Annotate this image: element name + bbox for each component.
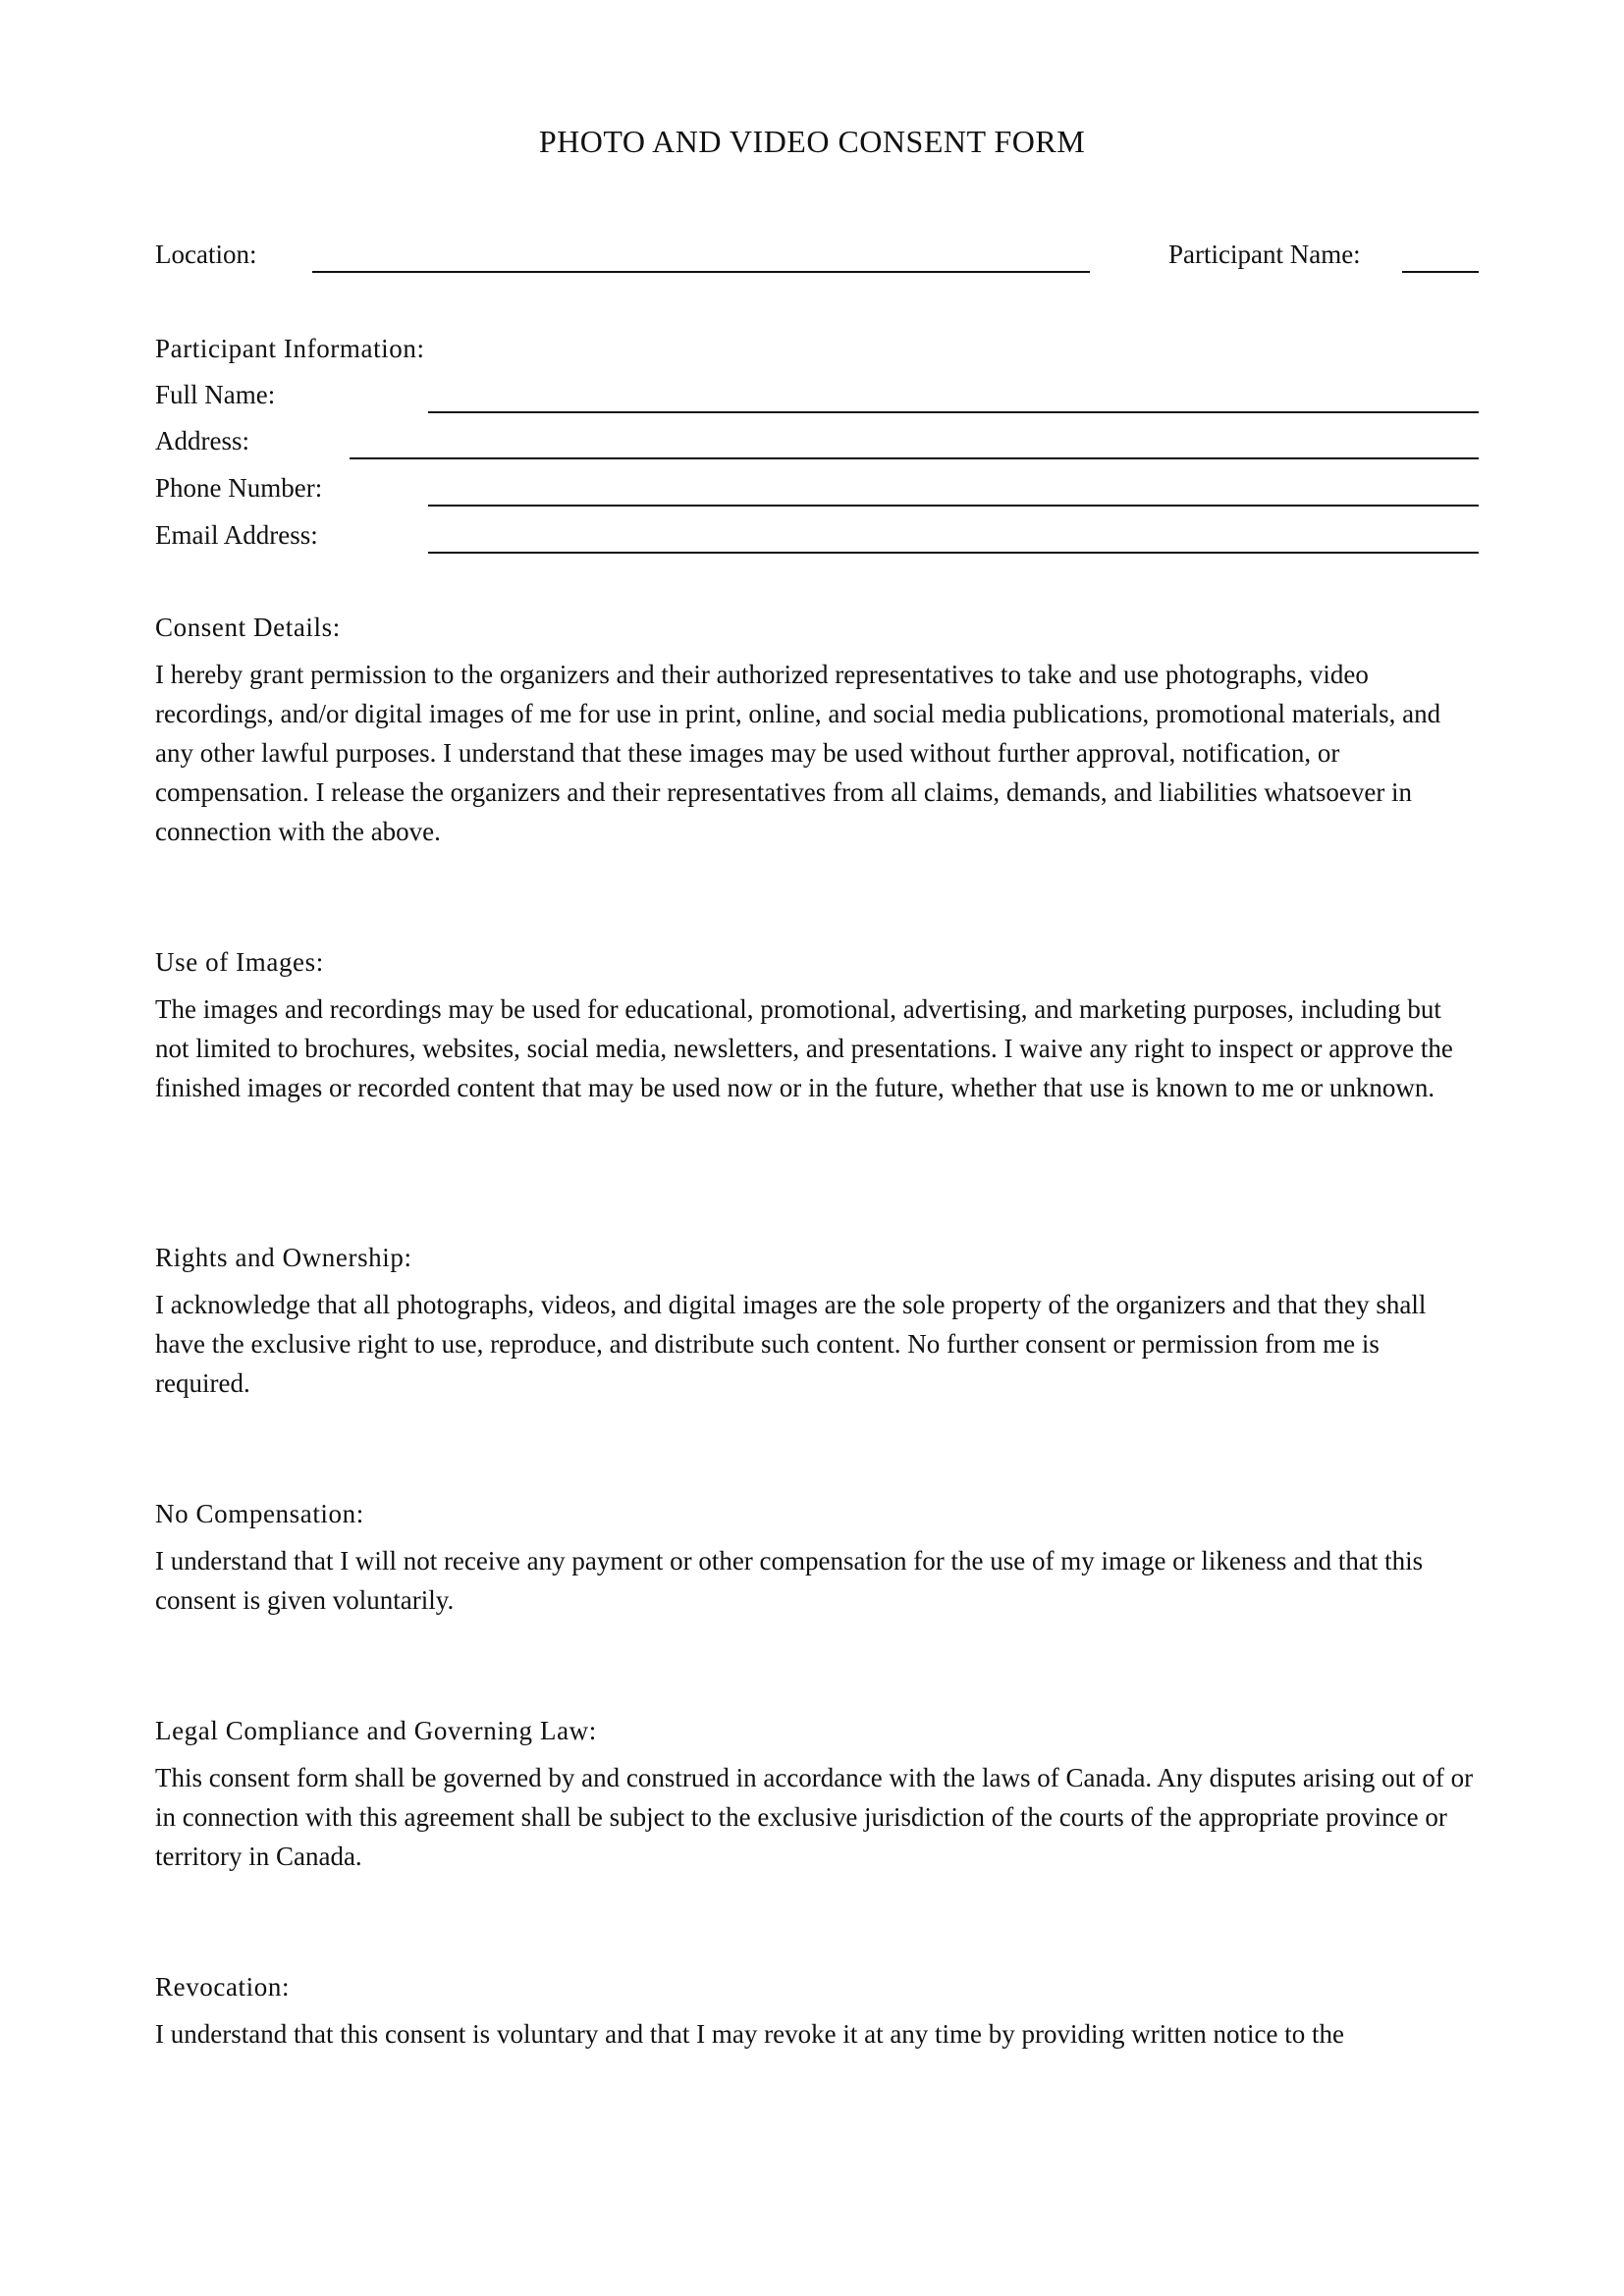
email-field[interactable] xyxy=(428,552,1479,554)
full-name-field[interactable] xyxy=(428,411,1479,413)
phone-field[interactable] xyxy=(428,505,1479,507)
legal-compliance-heading: Legal Compliance and Governing Law: xyxy=(155,1716,597,1745)
email-label: Email Address: xyxy=(155,520,318,550)
participant-name-field[interactable] xyxy=(1402,271,1479,273)
use-of-images-text: The images and recordings may be used for educational, promotional, advertising, and marketing purposes, including but not limited to brochures, websites, social media, newsletters, and presentations. I waive any right to inspect or approve the finished images or recorded content that may be used now or in the future, whether that use is known to me or unknown. xyxy=(155,994,1453,1102)
consent-details-heading: Consent Details: xyxy=(155,613,341,642)
revocation-text: I understand that this consent is voluntary and that I may revoke it at any time by providing written notice to the xyxy=(155,2019,1344,2049)
page-title: PHOTO AND VIDEO CONSENT FORM xyxy=(538,124,1086,159)
rights-ownership-text: I acknowledge that all photographs, videos, and digital images are the sole property of the organizers and that they shall have the exclusive right to use, reproduce, and distribute such content. No further consent or permission from me is required. xyxy=(155,1290,1427,1398)
consent-details-text: I hereby grant permission to the organizers and their authorized representatives to take and use photographs, video recordings, and/or digital images of me for use in print, online, and social media publications, promotional materials, and any other lawful purposes. I understand that these images may be used without further approval, notification, or compensation. I release the organizers and their representatives from all claims, demands, and liabilities whatsoever in connection with the above. xyxy=(155,660,1441,846)
participant-info-heading: Participant Information: xyxy=(155,334,425,363)
phone-label: Phone Number: xyxy=(155,473,323,503)
address-field[interactable] xyxy=(350,457,1479,459)
participant-name-label: Participant Name: xyxy=(1168,240,1361,269)
rights-ownership-heading: Rights and Ownership: xyxy=(155,1243,412,1272)
legal-compliance-text: This consent form shall be governed by and construed in accordance with the laws of Canada. Any disputes arising out of or in connection with this agreement shall be subject to the exclusive jurisdiction of the courts of the appropriate province or territory in Canada. xyxy=(155,1763,1474,1871)
no-compensation-heading: No Compensation: xyxy=(155,1499,364,1528)
revocation-heading: Revocation: xyxy=(155,1972,291,2002)
location-label: Location: xyxy=(155,240,257,269)
address-label: Address: xyxy=(155,426,249,455)
full-name-label: Full Name: xyxy=(155,380,276,409)
no-compensation-text: I understand that I will not receive any payment or other compensation for the use of my image or likeness and that this consent is given voluntarily. xyxy=(155,1546,1424,1615)
location-field[interactable] xyxy=(312,271,1090,273)
use-of-images-heading: Use of Images: xyxy=(155,947,324,977)
